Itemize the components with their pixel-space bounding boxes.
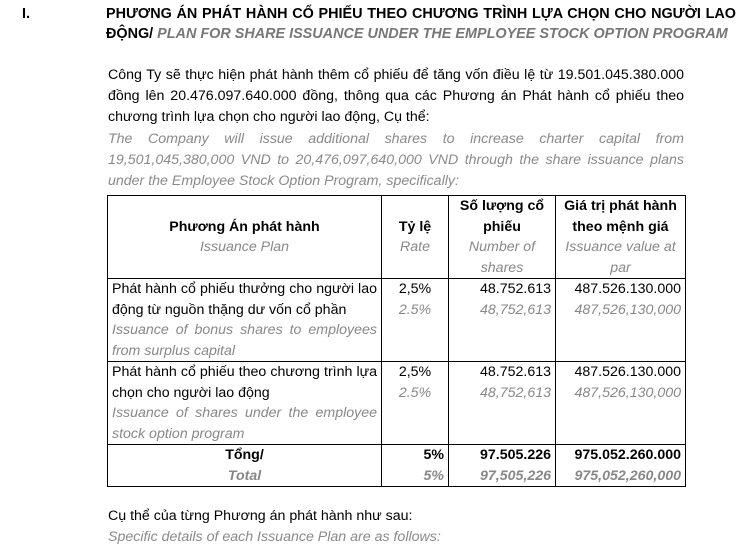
- table-total-row: [108, 445, 686, 487]
- plan-name-en: Issuance of bonus shares to employees from surplus capital: [112, 322, 377, 359]
- section-number: I.: [22, 6, 30, 22]
- plan-cell: [108, 279, 382, 362]
- header-issuance-plan-vi: Phương Án phát hành: [169, 218, 320, 235]
- total-rate-cell: [382, 445, 449, 487]
- header-value-vi: Giá trị phát hành theo mệnh giá: [564, 198, 677, 235]
- intro-paragraph-en: The Company will issue additional shares to increase charter capital from 19,501,045,380,000 VND to 20,476,097,640,000 VND through the share issuance plans under the Employee Stock Option Program, specifically:: [108, 131, 684, 189]
- section-title: [106, 4, 736, 44]
- total-value-cell: [556, 445, 686, 487]
- shares-vi: 48.752.613: [479, 364, 551, 380]
- value-cell: [556, 362, 686, 445]
- header-rate: [382, 196, 449, 279]
- rate-vi: 2,5%: [398, 364, 432, 380]
- value-en: 487,526,130,000: [574, 301, 681, 318]
- total-rate-en: 5%: [423, 467, 444, 484]
- total-label-cell: [108, 445, 382, 487]
- issuance-table: [107, 195, 686, 487]
- details-intro-vi: Cụ thể của từng Phương án phát hành như sau:: [108, 508, 413, 524]
- header-issuance-plan: [108, 196, 382, 279]
- header-shares-en: Number of shares: [468, 239, 536, 276]
- total-shares-en: 97,505,226: [479, 467, 551, 484]
- total-shares-vi: 97.505.226: [479, 447, 551, 463]
- total-value-vi: 975.052.260.000: [574, 447, 681, 463]
- total-label-en: Total: [227, 467, 262, 484]
- rate-cell: [382, 362, 449, 445]
- plan-name-vi: Phát hành cổ phiếu thưởng cho người lao động từ nguồn thặng dư vốn cổ phần: [112, 281, 377, 318]
- header-issuance-plan-en: Issuance Plan: [199, 239, 290, 255]
- plan-cell: [108, 362, 382, 445]
- header-issuance-value: [556, 196, 686, 279]
- section-title-en: PLAN FOR SHARE ISSUANCE UNDER THE EMPLOYEE STOCK OPTION PROGRAM: [157, 26, 728, 42]
- table-row: [108, 279, 686, 362]
- shares-cell: [449, 279, 556, 362]
- shares-vi: 48.752.613: [479, 281, 551, 297]
- total-rate-vi: 5%: [423, 447, 444, 463]
- value-en: 487,526,130,000: [574, 384, 681, 401]
- shares-en: 48,752,613: [479, 301, 551, 318]
- value-vi: 487.526.130.000: [574, 281, 681, 297]
- rate-cell: [382, 279, 449, 362]
- table-header-row: [108, 196, 686, 279]
- section-title-vi: PHƯƠNG ÁN PHÁT HÀNH CỔ PHIẾU THEO CHƯƠNG TRÌNH LỰA CHỌN CHO NGƯỜI LAO ĐỘNG/: [106, 6, 736, 42]
- total-label-vi: Tổng/: [225, 447, 264, 463]
- shares-cell: [449, 362, 556, 445]
- header-shares-vi: Số lượng cổ phiếu: [459, 198, 545, 235]
- plan-name-vi: Phát hành cổ phiếu theo chương trình lựa chọn cho người lao động: [112, 364, 377, 401]
- plan-name-en: Issuance of shares under the employee stock option program: [112, 405, 377, 442]
- intro-paragraph-vi: Công Ty sẽ thực hiện phát hành thêm cổ phiếu để tăng vốn điều lệ từ 19.501.045.380.000 đồng lên 20.476.097.640.000 đồng, thông qua các Phương án Phát hành cổ phiếu theo chương trình lựa chọn cho người lao động, Cụ thể:: [108, 67, 684, 125]
- total-shares-cell: [449, 445, 556, 487]
- value-vi: 487.526.130.000: [574, 364, 681, 380]
- total-value-en: 975,052,260,000: [574, 467, 681, 484]
- rate-vi: 2,5%: [398, 281, 432, 297]
- shares-en: 48,752,613: [479, 384, 551, 401]
- header-value-en: Issuance value at par: [565, 239, 676, 276]
- value-cell: [556, 279, 686, 362]
- header-rate-vi: Tỷ lệ: [398, 218, 432, 235]
- details-intro-en: Specific details of each Issuance Plan are as follows:: [108, 529, 441, 545]
- table-row: [108, 362, 686, 445]
- header-rate-en: Rate: [400, 239, 430, 255]
- rate-en: 2.5%: [398, 301, 432, 318]
- header-number-of-shares: [449, 196, 556, 279]
- rate-en: 2.5%: [398, 384, 432, 401]
